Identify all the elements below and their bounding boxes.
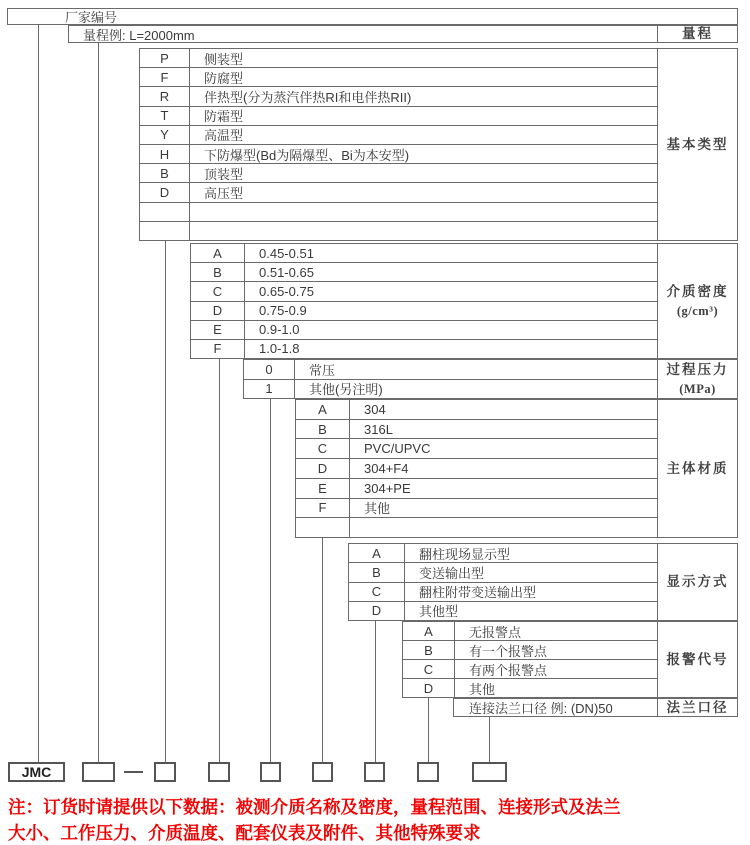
- model-code-box-display: [364, 762, 385, 782]
- table-row: [296, 498, 657, 518]
- code-cell: F: [296, 499, 350, 518]
- display-mode-table: [348, 543, 658, 621]
- connector-line-flange: [489, 717, 490, 762]
- code-cell: H: [140, 145, 190, 163]
- code-cell: B: [191, 263, 245, 281]
- desc-cell: 316L: [364, 421, 393, 437]
- alarm-code-table: [402, 621, 658, 698]
- desc-cell: [190, 222, 657, 240]
- process-pressure-table: [243, 359, 658, 399]
- table-row: [403, 622, 657, 640]
- code-cell: D: [140, 183, 190, 201]
- code-cell: E: [296, 479, 350, 498]
- table-row: [191, 281, 657, 300]
- label-process-pressure: [658, 359, 738, 399]
- label-display-mode: 显示方式: [658, 543, 738, 621]
- code-cell: C: [296, 439, 350, 458]
- desc-cell: 伴热型(分为蒸汽伴热RI和电伴热RII): [204, 90, 412, 106]
- table-row: [191, 301, 657, 320]
- connector-line-pressure: [270, 399, 271, 762]
- code-cell: A: [349, 544, 405, 562]
- desc-cell: 0.51-0.65: [259, 264, 314, 280]
- code-cell: D: [191, 302, 245, 320]
- code-cell: 0: [244, 360, 295, 379]
- model-code-box-basic: [154, 762, 176, 782]
- basic-type-table: [139, 48, 658, 241]
- table-row: [244, 360, 657, 379]
- desc-cell: 常压: [309, 362, 336, 378]
- table-row: [349, 582, 657, 601]
- label-alarm-code: 报警代号: [658, 621, 738, 698]
- code-cell: Y: [140, 126, 190, 144]
- table-row: [403, 678, 657, 697]
- desc-cell: 304+F4: [364, 461, 409, 477]
- code-cell: B: [403, 641, 455, 659]
- connector-line-density: [219, 359, 220, 762]
- model-code-box-density: [208, 762, 230, 782]
- table-row: [140, 49, 657, 67]
- label-process-pressure-line1: 过程压力: [666, 362, 729, 378]
- connector-line-factory: [38, 25, 39, 762]
- code-cell: C: [191, 282, 245, 300]
- desc-cell: 高温型: [204, 128, 244, 144]
- desc-cell: 0.75-0.9: [259, 303, 307, 319]
- desc-cell: 顶装型: [204, 166, 244, 182]
- code-cell: B: [140, 164, 190, 182]
- table-row: [140, 221, 657, 240]
- table-row: [349, 544, 657, 562]
- model-code-box-alarm: [417, 762, 439, 782]
- table-row: [191, 244, 657, 262]
- code-cell: B: [349, 563, 405, 581]
- code-cell: [140, 203, 190, 221]
- desc-cell: [190, 203, 657, 221]
- desc-cell: 304+PE: [364, 480, 411, 496]
- table-row: [296, 478, 657, 498]
- code-cell: P: [140, 49, 190, 67]
- desc-cell: 有两个报警点: [469, 662, 548, 678]
- medium-density-table: [190, 243, 658, 359]
- label-medium-density-line1: 介质密度: [666, 284, 729, 300]
- label-medium-density-line2: (g/cm³): [676, 303, 719, 318]
- model-code-box-flange: [472, 762, 507, 782]
- code-cell: E: [191, 321, 245, 339]
- desc-cell: 有一个报警点: [469, 643, 548, 659]
- table-row: [296, 458, 657, 478]
- desc-cell: 其他(另注明): [309, 382, 383, 398]
- connector-line-basic: [165, 241, 166, 762]
- desc-cell: PVC/UPVC: [364, 441, 431, 457]
- table-row: [296, 400, 657, 419]
- factory-number-cell: 厂家编号: [7, 8, 738, 25]
- table-row: [140, 202, 657, 221]
- code-cell: [140, 222, 190, 240]
- table-row: [244, 379, 657, 399]
- table-row: [349, 601, 657, 620]
- code-cell: C: [349, 583, 405, 601]
- desc-cell: 防腐型: [204, 70, 244, 86]
- table-row: [296, 419, 657, 439]
- desc-cell: 翻柱现场显示型: [419, 546, 511, 562]
- table-row: [191, 320, 657, 339]
- desc-cell: 翻柱附带变送输出型: [419, 585, 537, 601]
- ordering-note-line2: 大小、工作压力、介质温度、配套仪表及附件、其他特殊要求: [8, 823, 481, 843]
- code-cell: D: [403, 679, 455, 697]
- desc-cell: 其他: [364, 501, 391, 517]
- table-row: [140, 106, 657, 125]
- table-row: [140, 163, 657, 182]
- desc-cell: 无报警点: [469, 624, 522, 640]
- table-row: [140, 125, 657, 144]
- code-cell: 1: [244, 380, 295, 399]
- code-cell: A: [191, 244, 245, 262]
- flange-size-cell: 连接法兰口径 例: (DN)50: [453, 698, 658, 717]
- range-example-cell: 量程例: L=2000mm: [68, 25, 658, 43]
- table-row: [191, 339, 657, 358]
- desc-cell: 防霜型: [204, 109, 244, 125]
- code-cell: R: [140, 87, 190, 105]
- desc-cell: 0.65-0.75: [259, 283, 314, 299]
- desc-cell: 侧装型: [204, 51, 244, 67]
- code-cell: C: [403, 660, 455, 678]
- table-row: [403, 640, 657, 659]
- connector-line-range: [98, 43, 99, 762]
- desc-cell: 高压型: [204, 186, 244, 202]
- desc-cell: [350, 518, 657, 537]
- desc-cell: 其他型: [419, 604, 459, 620]
- code-cell: [296, 518, 350, 537]
- code-cell: D: [349, 602, 405, 620]
- table-row: [140, 67, 657, 86]
- model-code-box-range: [82, 762, 115, 782]
- desc-cell: 下防爆型(Bd为隔爆型、Bi为本安型): [204, 147, 410, 163]
- connector-line-alarm: [428, 698, 429, 762]
- body-material-table: [295, 399, 658, 538]
- connector-line-display: [375, 621, 376, 762]
- table-row: [349, 562, 657, 581]
- code-cell: B: [296, 420, 350, 439]
- label-medium-density: [658, 243, 738, 359]
- table-row: [140, 144, 657, 163]
- code-cell: A: [403, 622, 455, 640]
- code-cell: F: [140, 68, 190, 86]
- model-code-box-pressure: [260, 762, 281, 782]
- code-cell: T: [140, 107, 190, 125]
- desc-cell: 304: [364, 401, 386, 417]
- desc-cell: 其他: [469, 681, 496, 697]
- model-prefix-box: JMC: [8, 762, 65, 782]
- desc-cell: 0.9-1.0: [259, 322, 300, 338]
- desc-cell: 变送输出型: [419, 565, 485, 581]
- table-row: [140, 182, 657, 201]
- code-cell: F: [191, 340, 245, 358]
- model-code-box-material: [312, 762, 333, 782]
- table-row: [296, 438, 657, 458]
- table-row: [191, 262, 657, 281]
- table-row: [140, 86, 657, 105]
- label-range: 量程: [658, 25, 738, 43]
- label-basic-type: 基本类型: [658, 48, 738, 241]
- ordering-note-line1: 注：订货时请提供以下数据：被测介质名称及密度，量程范围、连接形式及法兰: [8, 797, 621, 817]
- code-cell: A: [296, 400, 350, 419]
- model-dash: [124, 771, 143, 773]
- connector-line-material: [322, 538, 323, 762]
- ordering-note: [8, 794, 750, 845]
- desc-cell: 0.45-0.51: [259, 245, 314, 261]
- label-body-material: 主体材质: [658, 399, 738, 538]
- desc-cell: 1.0-1.8: [259, 341, 300, 357]
- table-row: [403, 659, 657, 678]
- label-process-pressure-line2: (MPa): [679, 381, 716, 396]
- table-row: [296, 517, 657, 537]
- code-cell: D: [296, 459, 350, 478]
- label-flange-size: 法兰口径: [658, 698, 738, 717]
